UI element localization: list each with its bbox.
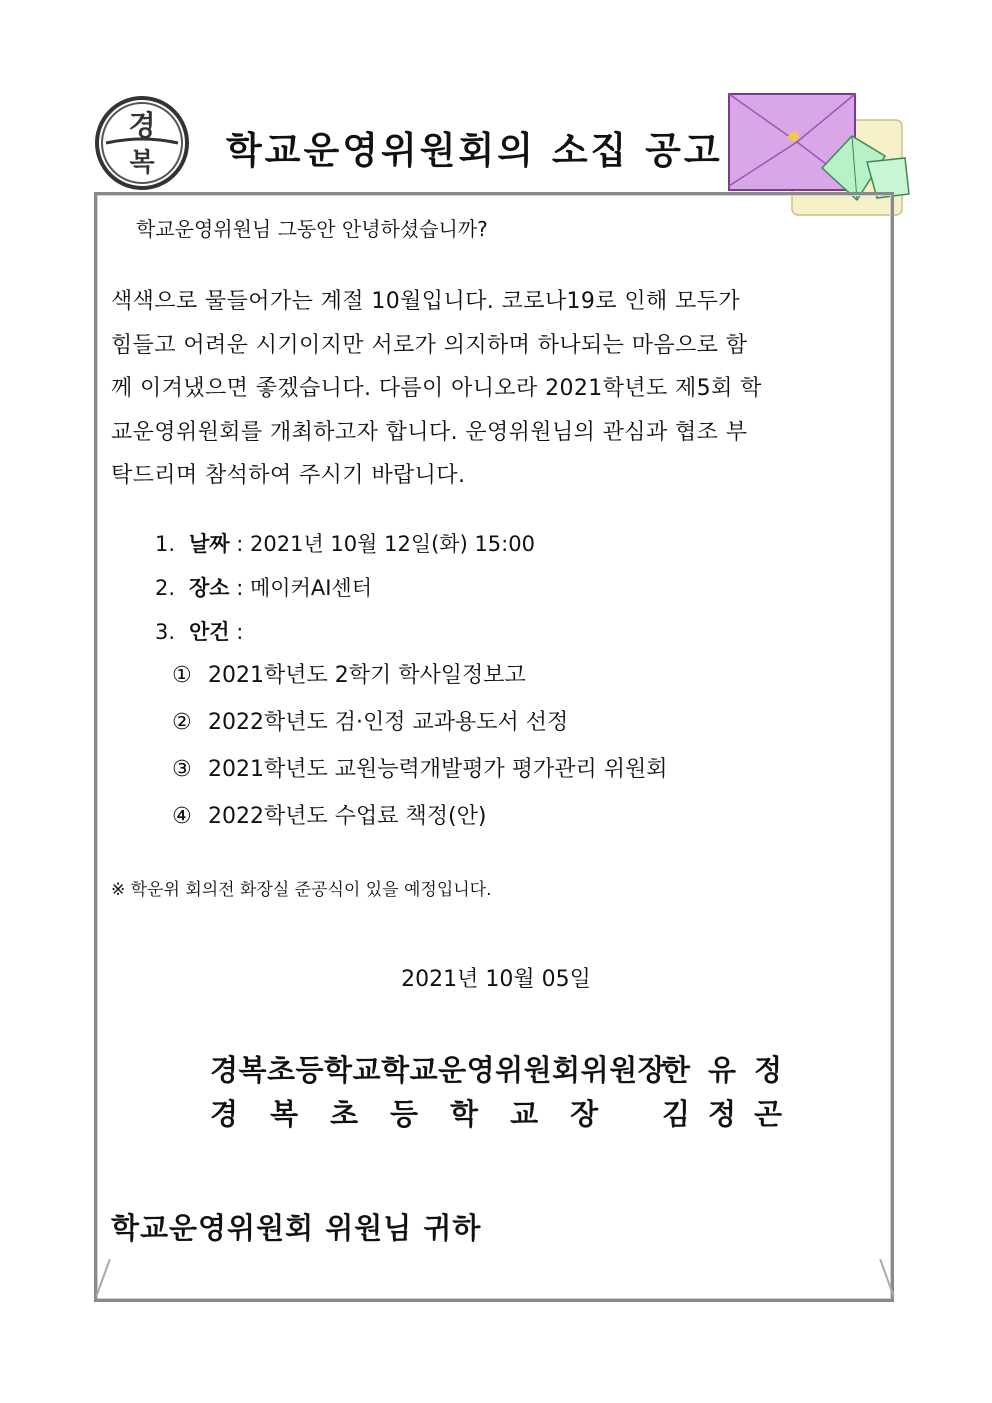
item-label: 안건 (189, 620, 230, 644)
agenda-text: 2022학년도 수업료 책정(안) (208, 804, 487, 829)
detail-item-date (155, 522, 535, 566)
body-line: 색색으로 물들어가는 계절 10월입니다. 코로나19로 인해 모두가 (111, 289, 740, 314)
agenda-text: 2022학년도 검·인정 교과용도서 선정 (208, 710, 569, 735)
agenda-list (172, 652, 668, 840)
item-value: : 메이커AI센터 (229, 576, 372, 600)
signature-name-chair: 한유정 (662, 1053, 801, 1087)
school-logo (94, 95, 190, 191)
agenda-text: 2021학년도 2학기 학사일정보고 (208, 663, 526, 688)
item-label: 날짜 (189, 532, 230, 556)
greeting-text: 학교운영위원님 그동안 안녕하셨습니까? (136, 217, 488, 241)
agenda-marker: ① (172, 663, 192, 688)
list-item (172, 699, 668, 746)
agenda-marker: ④ (172, 804, 192, 829)
body-line: 힘들고 어려운 시기이지만 서로가 의지하며 하나되는 마음으로 함 (111, 332, 748, 358)
issue-date: 2021년 10월 05일 (401, 967, 591, 992)
detail-item-agenda (155, 610, 535, 654)
agenda-marker: ③ (172, 757, 192, 782)
body-line: 께 이겨냈으면 좋겠습니다. 다름이 아니오라 2021학년도 제5회 학 (111, 376, 762, 401)
signature-title-principal: 경복초등학교장 (210, 1097, 631, 1131)
body-paragraph (111, 280, 884, 498)
detail-item-place (155, 566, 535, 610)
list-item (172, 652, 668, 699)
item-number: 2. (155, 576, 176, 600)
recipient-line: 학교운영위원회 위원님 귀하 (111, 1211, 482, 1245)
body-line: 교운영위원회를 개최하고자 합니다. 운영위원님의 관심과 협조 부 (111, 419, 748, 445)
agenda-text: 2021학년도 교원능력개발평가 평가관리 위원회 (208, 757, 668, 782)
signature-name-principal: 김정곤 (662, 1097, 801, 1131)
logo-bottom-char: 복 (129, 148, 155, 178)
list-item (172, 793, 668, 840)
item-number: 1. (155, 532, 176, 556)
agenda-marker: ② (172, 710, 192, 735)
page-title: 학교운영위원회의 소집 공고 (226, 129, 723, 172)
item-value: : 2021년 10월 12일(화) 15:00 (229, 532, 535, 556)
item-label: 장소 (189, 576, 230, 600)
signature-title-chair: 경복초등학교학교운영위원회위원장 (210, 1053, 667, 1087)
logo-top-char: 경 (128, 109, 156, 142)
list-item (172, 746, 668, 793)
footnote: ※ 학운위 회의전 화장실 준공식이 있을 예정입니다. (111, 880, 492, 900)
meeting-details (155, 522, 535, 654)
item-number: 3. (155, 620, 176, 644)
body-line: 탁드리며 참석하여 주시기 바랍니다. (111, 463, 466, 488)
item-value: : (229, 620, 244, 644)
